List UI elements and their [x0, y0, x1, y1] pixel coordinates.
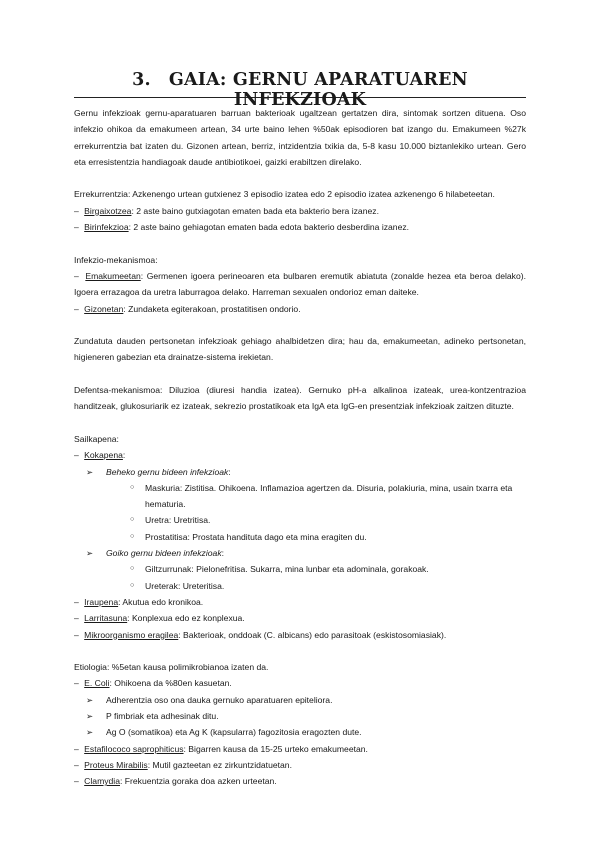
arrow-bullet-icon: ➢: [86, 466, 94, 477]
list-item: – Gizonetan: Zundaketa egiterakoan, prostatitisen ondorio.: [74, 303, 301, 314]
page-title: [74, 70, 526, 110]
circle-bullet-icon: ○: [130, 532, 135, 540]
list-item: – Estafilococo saprophiticus: Bigarren kausa da 15-25 urteko emakumeetan.: [74, 743, 368, 754]
nested-item: ○ Uretra: Uretritisa.: [74, 512, 526, 528]
circle-bullet-icon: ○: [130, 581, 135, 589]
arrow-bullet-icon: ➢: [86, 710, 94, 721]
etiologia-heading: Etiologia: %5etan kausa polimikrobianoa izaten da.: [74, 662, 269, 673]
list-item: – Clamydia: Frekuentzia goraka doa azken urteetan.: [74, 776, 277, 787]
list-item: – E. Coli: Ohikoena da %80en kasuetan.: [74, 678, 232, 689]
list-item: – Emakumeetan: Germenen igoera perineoaren eta bulbaren eremutik abiatuta (zonalde hezea eta beroa delako). Igoera errazagoa da uretra laburragoa delako. Harreman sexualen ondorioz eman daiteke.: [74, 270, 526, 298]
list-item: – Kokapena:: [74, 450, 126, 461]
document-page: [74, 70, 526, 789]
zundatuta-paragraph: Zundatuta dauden pertsonetan infekzioak gehiago ahalbidetzen dira; hau da, emakumeetan, adineko pertsonetan, higieneren gabezian eta drainatze-sistema irekietan.: [74, 336, 526, 363]
circle-bullet-icon: ○: [130, 483, 135, 491]
nested-item: ○ Ureterak: Ureteritisa.: [74, 578, 526, 594]
sublist-item: ➢ Ag O (somatikoa) eta Ag K (kapsularra) fagozitosia eragozten dute.: [74, 724, 526, 740]
section-heading: Sailkapena:: [74, 433, 119, 444]
list-item: – Iraupena: Akutua edo kronikoa.: [74, 596, 204, 607]
arrow-bullet-icon: ➢: [86, 694, 94, 705]
nested-item: ○ Giltzurrunak: Pielonefritisa. Sukarra, mina lunbar eta adominala, gorakoak.: [74, 561, 526, 577]
nested-item: ○ Maskuria: Zistitisa. Ohikoena. Inflamazioa agertzen da. Disuria, polakiuria, mina, usain txarra eta hematuria.: [74, 480, 526, 513]
section-heading: Infekzio-mekanismoa:: [74, 254, 158, 265]
sublist-item: ➢ Goiko gernu bideen infekzioak:: [74, 545, 526, 561]
chapter-title: GAIA: GERNU APARATUAREN INFEKZIOAK: [168, 70, 468, 110]
arrow-bullet-icon: ➢: [86, 548, 94, 559]
list-item: – Proteus Mirabilis: Mutil gazteetan ez zirkuntzidatuetan.: [74, 759, 292, 770]
defentsa-paragraph: Defentsa-mekanismoa: Diluzioa (diuresi handia izatea). Gernuko pH-a alkalinoa izateak, urea-kontzentrazioa handitzeak, glukosuriarik ez izateak, sekrezio prostatikoak eta IgA eta IgG-en presentziak infekzioak zaitzen dituzte.: [74, 385, 526, 412]
circle-bullet-icon: ○: [130, 516, 135, 524]
circle-bullet-icon: ○: [130, 565, 135, 573]
arrow-bullet-icon: ➢: [86, 727, 94, 738]
intro-paragraph: Gernu infekzioak gernu-aparatuaren barruan bakterioak ugaltzean gertatzen dira, sintomak sortzen dituena. Oso infekzio ohikoa da emakumeen artean, 34 urte baino lehen %50ak episodioren bat izango du. Emakumeen %27k errekurrentzia bat izaten du. Gizonen artean, berriz, intzidentzia txikia da, 5-8 kasu 10.000 biztanlekiko urtean. Gero eta erresistentzia handiagoak daude antibiotikoei, gaizki erabiltzen direlako.: [74, 108, 526, 167]
list-item: – Birinfekzioa: 2 aste baino gehiagotan ematen bada edota bakterio desberdina izanez.: [74, 222, 410, 233]
list-item: – Mikroorganismo eragilea: Bakterioak, onddoak (C. albicans) edo parasitoak (eskistosomiasiak).: [74, 629, 447, 640]
sublist-item: ➢ Beheko gernu bideen infekzioak:: [74, 464, 526, 480]
sublist-item: ➢ P fimbriak eta adhesinak ditu.: [74, 708, 526, 724]
chapter-number: 3.: [132, 70, 151, 90]
list-item: – Larritasuna: Konplexua edo ez konplexua.: [74, 613, 245, 624]
errekurrentzia-definition: Errekurrentzia: Azkenengo urtean gutxienez 3 episodio izatea edo 2 episodio izatea azkenengo 6 hilabeteetan.: [74, 189, 495, 200]
list-item: – Birgaixotzea: 2 aste baino gutxiagotan ematen bada eta bakterio bera izanez.: [74, 205, 379, 216]
nested-item: ○ Prostatitisa: Prostata handituta dago eta mina eragiten du.: [74, 529, 526, 545]
sublist-item: ➢ Adherentzia oso ona dauka gernuko aparatuaren epiteliora.: [74, 692, 526, 708]
